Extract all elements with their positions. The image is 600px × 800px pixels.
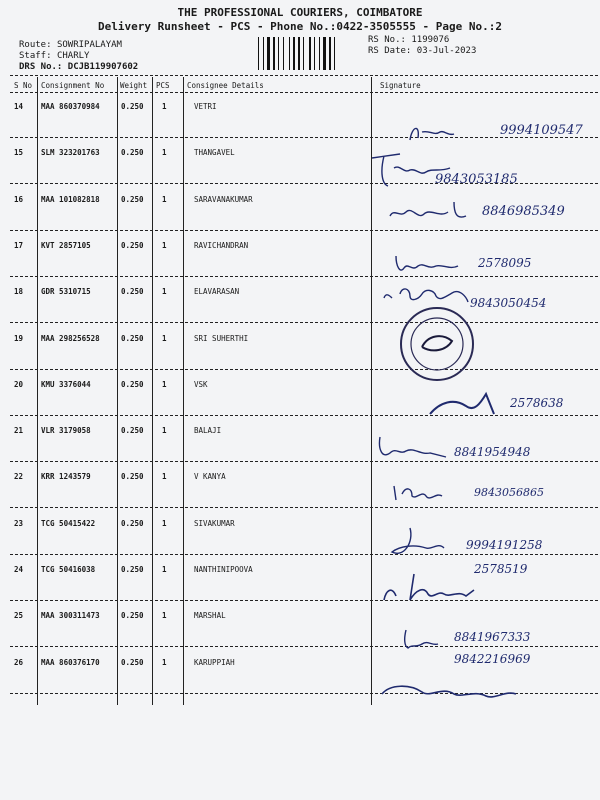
handwritten-number: 9843053185 xyxy=(435,172,518,187)
row-weight: 0.250 xyxy=(121,611,144,620)
table-row xyxy=(0,326,600,372)
handwritten-number: 8841967333 xyxy=(454,630,531,644)
row-sno: 14 xyxy=(14,102,24,111)
rs-no-field xyxy=(368,35,449,45)
table-row xyxy=(0,94,600,140)
row-weight: 0.250 xyxy=(121,472,144,481)
row-consignment-no: TCG 50415422 xyxy=(41,519,96,528)
row-weight: 0.250 xyxy=(121,102,144,111)
row-weight: 0.250 xyxy=(121,195,144,204)
row-consignment-no: SLM 323201763 xyxy=(41,148,100,157)
row-weight: 0.250 xyxy=(121,519,144,528)
row-weight: 0.250 xyxy=(121,565,144,574)
row-sno: 17 xyxy=(14,241,24,250)
handwritten-number: 9843056865 xyxy=(474,486,544,499)
row-pcs: 1 xyxy=(162,195,167,204)
row-consignee: RAVICHANDRAN xyxy=(194,241,249,250)
table-row xyxy=(0,464,600,510)
row-divider xyxy=(10,507,598,508)
row-sno: 20 xyxy=(14,380,24,389)
handwritten-number: 8846985349 xyxy=(482,204,565,219)
handwritten-number: 8841954948 xyxy=(454,445,531,459)
handwritten-number: 9843050454 xyxy=(470,296,547,310)
row-consignee: ELAVARASAN xyxy=(194,287,240,296)
row-divider xyxy=(10,230,598,231)
row-divider xyxy=(10,415,598,416)
row-consignment-no: KMU 3376044 xyxy=(41,380,91,389)
row-pcs: 1 xyxy=(162,611,167,620)
table-row xyxy=(0,140,600,186)
row-sno: 16 xyxy=(14,195,24,204)
row-consignment-no: MAA 300311473 xyxy=(41,611,100,620)
stamp-seal-icon xyxy=(398,305,476,383)
table-row xyxy=(0,650,600,696)
rs-date-field xyxy=(368,46,476,56)
row-divider xyxy=(10,646,598,647)
table-row xyxy=(0,511,600,557)
row-consignment-no: MAA 860370984 xyxy=(41,102,100,111)
col-header-pcs: PCS xyxy=(156,81,170,90)
row-pcs: 1 xyxy=(162,148,167,157)
row-weight: 0.250 xyxy=(121,380,144,389)
row-pcs: 1 xyxy=(162,380,167,389)
row-pcs: 1 xyxy=(162,334,167,343)
table-row xyxy=(0,187,600,233)
row-consignee: THANGAVEL xyxy=(194,148,235,157)
table-row xyxy=(0,418,600,464)
rs-no-label: RS No.: xyxy=(368,35,406,45)
row-sno: 22 xyxy=(14,472,24,481)
row-pcs: 1 xyxy=(162,241,167,250)
rs-date-label: RS Date: xyxy=(368,46,412,56)
handwritten-number: 2578638 xyxy=(510,396,564,410)
rs-no-value: 1199076 xyxy=(411,35,450,45)
row-sno: 24 xyxy=(14,565,24,574)
col-header-signature: Signature xyxy=(380,81,421,90)
row-divider xyxy=(10,183,598,184)
table-header-rule xyxy=(10,92,598,93)
row-divider xyxy=(10,322,598,323)
row-consignee: NANTHINIPOOVA xyxy=(194,565,253,574)
row-consignee: MARSHAL xyxy=(194,611,226,620)
row-consignment-no: TCG 50416038 xyxy=(41,565,96,574)
handwritten-number: 9994191258 xyxy=(466,538,543,552)
row-consignment-no: KRR 1243579 xyxy=(41,472,91,481)
rs-date-value: 03-Jul-2023 xyxy=(416,46,477,56)
row-consignment-no: MAA 860376170 xyxy=(41,658,100,667)
route-label: Route: xyxy=(19,40,52,50)
table-top-rule xyxy=(10,75,598,76)
row-weight: 0.250 xyxy=(121,658,144,667)
drs-value: DCJB119907602 xyxy=(67,62,139,72)
route-field xyxy=(19,40,122,50)
drs-label: DRS No.: xyxy=(19,62,63,72)
row-divider xyxy=(10,554,598,555)
barcode-icon xyxy=(256,37,356,70)
route-value: SOWRIPALAYAM xyxy=(56,40,122,50)
row-sno: 26 xyxy=(14,658,24,667)
row-weight: 0.250 xyxy=(121,148,144,157)
row-divider xyxy=(10,600,598,601)
row-weight: 0.250 xyxy=(121,334,144,343)
col-header-consignment: Consignment No xyxy=(41,81,105,90)
row-pcs: 1 xyxy=(162,287,167,296)
row-weight: 0.250 xyxy=(121,241,144,250)
row-sno: 19 xyxy=(14,334,24,343)
row-pcs: 1 xyxy=(162,472,167,481)
col-header-weight: Weight xyxy=(120,81,148,90)
document-title: THE PROFESSIONAL COURIERS, COIMBATORE xyxy=(177,6,423,19)
row-sno: 23 xyxy=(14,519,24,528)
table-row xyxy=(0,233,600,279)
row-pcs: 1 xyxy=(162,519,167,528)
row-divider xyxy=(10,693,598,694)
row-pcs: 1 xyxy=(162,565,167,574)
row-divider xyxy=(10,137,598,138)
row-consignee: SRI SUHERTHI xyxy=(194,334,249,343)
row-consignment-no: MAA 101082818 xyxy=(41,195,100,204)
col-header-consignee: Consignee Details xyxy=(187,81,264,90)
row-divider xyxy=(10,369,598,370)
row-pcs: 1 xyxy=(162,102,167,111)
table-row xyxy=(0,557,600,603)
row-sno: 21 xyxy=(14,426,24,435)
row-sno: 25 xyxy=(14,611,24,620)
col-header-sno: S No xyxy=(14,81,33,90)
row-pcs: 1 xyxy=(162,426,167,435)
table-row xyxy=(0,279,600,325)
staff-value: CHARLY xyxy=(56,51,90,61)
row-consignee: SIVAKUMAR xyxy=(194,519,235,528)
staff-field xyxy=(19,51,89,61)
row-pcs: 1 xyxy=(162,658,167,667)
row-divider xyxy=(10,461,598,462)
row-consignment-no: VLR 3179058 xyxy=(41,426,91,435)
handwritten-number: 9994109547 xyxy=(500,123,583,138)
row-consignment-no: KVT 2857105 xyxy=(41,241,91,250)
drs-field xyxy=(19,62,138,72)
table-row xyxy=(0,372,600,418)
row-consignee: V KANYA xyxy=(194,472,226,481)
row-consignee: BALAJI xyxy=(194,426,222,435)
handwritten-number: 2578095 xyxy=(478,256,532,270)
row-divider xyxy=(10,276,598,277)
row-consignee: VETRI xyxy=(194,102,217,111)
handwritten-number: 2578519 xyxy=(474,562,528,576)
handwritten-number: 9842216969 xyxy=(454,652,531,666)
table-row xyxy=(0,603,600,649)
document-subtitle: Delivery Runsheet - PCS - Phone No.:0422-3505555 - Page No.:2 xyxy=(98,20,502,33)
staff-label: Staff: xyxy=(19,51,52,61)
row-weight: 0.250 xyxy=(121,426,144,435)
row-consignment-no: GDR 5310715 xyxy=(41,287,91,296)
row-sno: 18 xyxy=(14,287,24,296)
row-sno: 15 xyxy=(14,148,24,157)
row-consignee: VSK xyxy=(194,380,208,389)
row-consignee: KARUPPIAH xyxy=(194,658,235,667)
row-consignee: SARAVANAKUMAR xyxy=(194,195,253,204)
row-weight: 0.250 xyxy=(121,287,144,296)
row-consignment-no: MAA 298256528 xyxy=(41,334,100,343)
